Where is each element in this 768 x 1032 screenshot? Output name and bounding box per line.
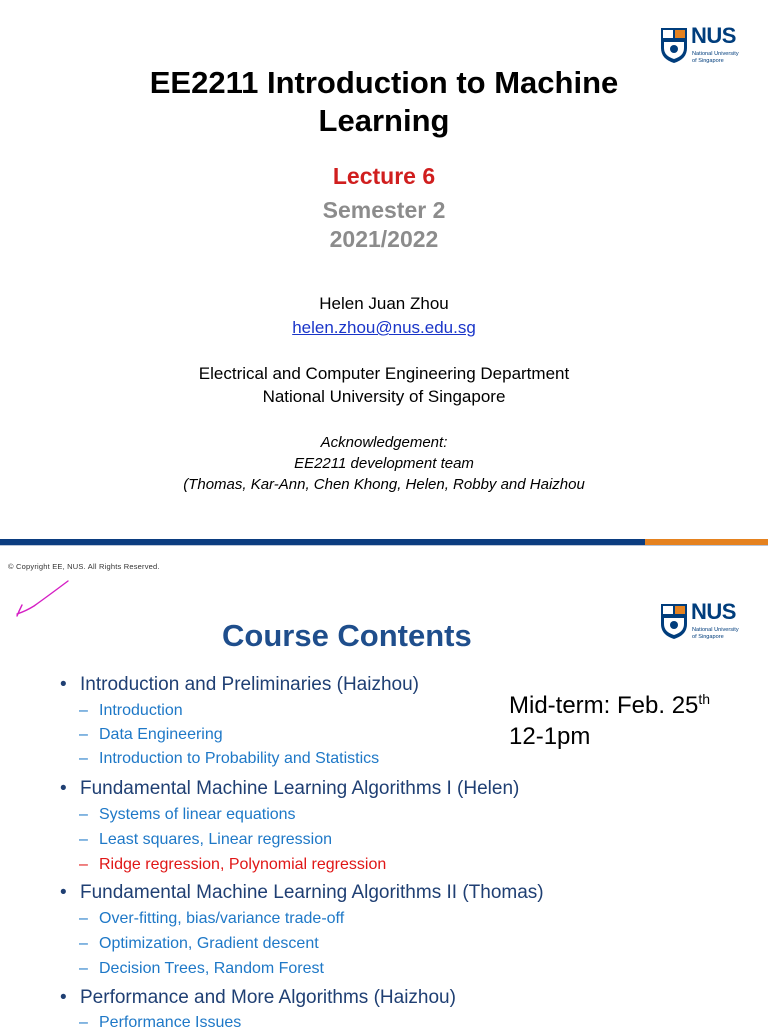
subtopic-item-current — [79, 856, 386, 874]
subtopic-item — [79, 806, 296, 824]
dash-icon: – — [79, 831, 88, 848]
dash-icon: – — [79, 910, 88, 927]
midterm-note — [509, 684, 710, 752]
midterm-date — [509, 684, 710, 721]
department-line-1: Electrical and Computer Engineering Department — [198, 364, 570, 383]
logo-subtitle-1: National University — [692, 627, 739, 633]
logo-wordmark: NUS — [691, 599, 736, 624]
author-email-link[interactable]: helen.zhou@nus.edu.sg — [292, 318, 476, 337]
acknowledgement — [0, 432, 768, 495]
department-line-2: National University of Singapore — [262, 387, 506, 406]
topic-item — [60, 882, 544, 904]
dash-icon: – — [79, 750, 88, 767]
subtopic-label: Introduction to Probability and Statistics — [99, 750, 380, 767]
subtopic-item — [79, 831, 332, 849]
semester-label: Semester 2 — [322, 197, 446, 223]
logo-wordmark: NUS — [691, 23, 736, 48]
logo-subtitle-1: National University — [692, 51, 739, 57]
subtopic-item — [79, 910, 344, 928]
topic-item — [60, 987, 456, 1009]
topic-item — [60, 674, 419, 696]
title-line-1: EE2211 Introduction to Machine — [149, 65, 619, 100]
title-line-2: Learning — [318, 103, 450, 138]
logo-subtitle-2: of Singapore — [692, 58, 724, 64]
midterm-date-suffix: th — [698, 691, 711, 707]
nus-logo — [659, 25, 751, 67]
nus-crest-icon — [659, 602, 689, 640]
footer-rule — [0, 545, 768, 546]
subtopic-label: Ridge regression, Polynomial regression — [99, 856, 387, 873]
subtopic-item — [79, 702, 183, 720]
dash-icon: – — [79, 960, 88, 977]
topic-label: Fundamental Machine Learning Algorithms II (Thomas) — [80, 882, 544, 903]
dash-icon: – — [79, 702, 88, 719]
ack-team: EE2211 development team — [294, 455, 474, 472]
topic-item — [60, 778, 519, 800]
slide-title — [0, 64, 768, 140]
topic-label: Fundamental Machine Learning Algorithms I (Helen) — [80, 778, 520, 799]
dash-icon: – — [79, 935, 88, 952]
nus-logo-slide2 — [659, 601, 751, 643]
dash-icon: – — [79, 806, 88, 823]
bullet-icon: • — [60, 778, 67, 799]
subtopic-item — [79, 935, 319, 953]
dash-icon: – — [79, 726, 88, 743]
subtopic-item — [79, 750, 379, 768]
nus-crest-icon — [659, 26, 689, 64]
subtopic-item — [79, 726, 223, 744]
subtopic-item — [79, 1014, 241, 1032]
topic-label: Performance and More Algorithms (Haizhou) — [80, 987, 456, 1008]
ack-label: Acknowledgement: — [320, 434, 448, 451]
author-name: Helen Juan Zhou — [319, 294, 449, 313]
midterm-time: 12-1pm — [509, 723, 591, 750]
lecture-number: Lecture 6 — [332, 163, 436, 189]
dash-icon: – — [79, 1014, 88, 1031]
subtopic-label: Data Engineering — [99, 726, 223, 743]
semester-info — [0, 196, 768, 254]
subtopic-label: Least squares, Linear regression — [99, 831, 333, 848]
bullet-icon: • — [60, 987, 67, 1008]
bullet-icon: • — [60, 882, 67, 903]
subtopic-label: Optimization, Gradient descent — [99, 935, 319, 952]
dash-icon: – — [79, 856, 88, 873]
ack-names: (Thomas, Kar-Ann, Chen Khong, Helen, Robby and Haizhou — [183, 476, 585, 493]
subtopic-label: Introduction — [99, 702, 183, 719]
subtopic-item — [79, 960, 324, 978]
subtopic-label: Systems of linear equations — [99, 806, 296, 823]
logo-subtitle-2: of Singapore — [692, 634, 724, 640]
bullet-icon: • — [60, 674, 67, 695]
subtopic-label: Over-fitting, bias/variance trade-off — [99, 910, 345, 927]
department-info — [0, 362, 768, 408]
copyright-notice: © Copyright EE, NUS. All Rights Reserved. — [8, 562, 160, 571]
midterm-date-text: Mid-term: Feb. 25 — [509, 692, 699, 719]
subtopic-label: Performance Issues — [99, 1014, 242, 1031]
pen-annotation-icon — [10, 578, 74, 622]
subtopic-label: Decision Trees, Random Forest — [99, 960, 324, 977]
academic-year: 2021/2022 — [329, 226, 439, 252]
topic-label: Introduction and Preliminaries (Haizhou) — [80, 674, 419, 695]
course-contents-title: Course Contents — [222, 618, 472, 653]
